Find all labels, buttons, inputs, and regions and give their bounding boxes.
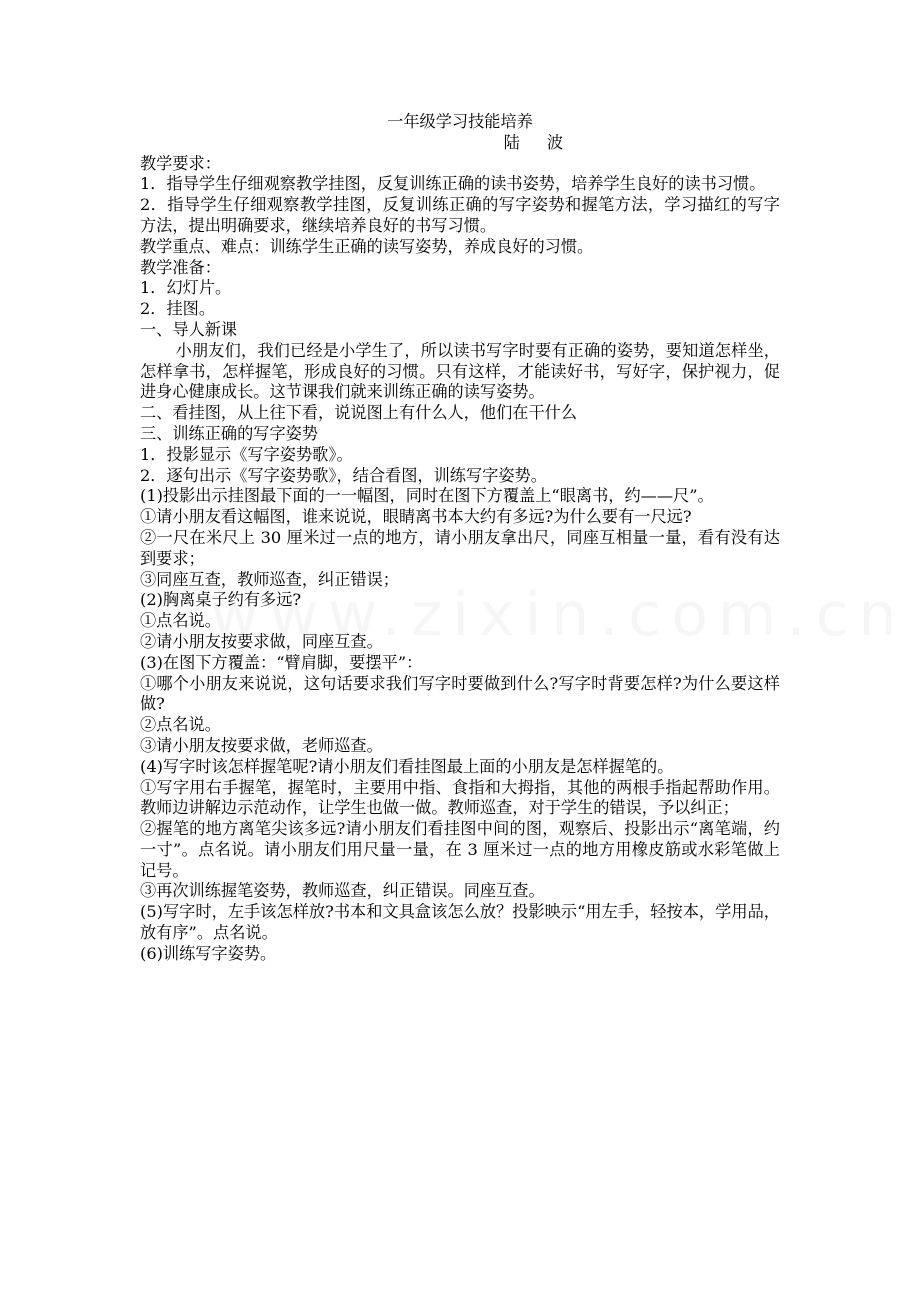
preparation-item-1: 1．幻灯片。: [140, 278, 232, 298]
substep-1: (1)投影出示挂图最下面的一一幅图，同时在图下方覆盖上“眼离书，约——尺”。: [140, 486, 714, 506]
section-heading-requirements: 教学要求：: [140, 153, 221, 173]
document-page: [140, 112, 780, 965]
substep-1-a: ①请小朋友看这幅图，谁来说说，眼睛离书本大约有多远?为什么要有一尺远?: [140, 507, 692, 527]
substep-1-c: ③同座互查，教师巡查，纠正错误；: [140, 569, 399, 589]
author-line: [140, 133, 780, 154]
author-given-name: 波: [546, 132, 564, 152]
introduction-paragraph: 小朋友们，我们已经是小学生了，所以读书写字时要有正确的姿势，要知道怎样坐，怎样拿书，怎样握笔，形成良好的习惯。只有这样，才能读好书，写好字，保护视力，促进身心健康成长。这节课我们就来训练正确的读写姿势。: [140, 340, 780, 402]
substep-3: (3)在图下方覆盖：“臂肩脚，要摆平”：: [140, 652, 423, 672]
substep-2-a: ①点名说。: [140, 611, 221, 631]
preparation-item-2: 2．挂图。: [140, 299, 216, 319]
step-1: 1．投影显示《写字姿势歌》。: [140, 444, 353, 464]
requirement-item-2: 2．指导学生仔细观察教学挂图，反复训练正确的写字姿势和握笔方法，学习描红的写字方法，提出明确要求，继续培养良好的书写习惯。: [140, 195, 780, 235]
substep-5: (5)写字时，左手该怎样放?书本和文具盒该怎么放？投影映示“用左手，轻按本，学用品，放有序”。点名说。: [140, 902, 780, 943]
substep-3-a: ①哪个小朋友来说说，这句话要求我们写字时要做到什么?写字时背要怎样?为什么要这样做?: [140, 673, 780, 714]
section-heading-introduction: 一、导人新课: [140, 319, 238, 339]
substep-3-c: ③请小朋友按要求做，老师巡查。: [140, 735, 383, 755]
key-points: 教学重点、难点：训练学生正确的读写姿势，养成良好的习惯。: [140, 236, 594, 256]
substep-4: (4)写字时该怎样握笔呢?请小朋友们看挂图最上面的小朋友是怎样握笔的。: [140, 756, 674, 776]
step-2: 2．逐句出示《写字姿势歌》，结合看图，训练写字姿势。: [140, 465, 547, 485]
substep-3-b: ②点名说。: [140, 715, 221, 735]
section-heading-look-at-picture: 二、看挂图，从上往下看，说说图上有什么人，他们在干什么: [140, 403, 578, 423]
requirement-item-1: 1．指导学生仔细观察教学挂图，反复训练正确的读书姿势，培养学生良好的读书习惯。: [140, 174, 766, 194]
substep-2-b: ②请小朋友按要求做，同座互查。: [140, 631, 383, 651]
document-title: 一年级学习技能培养: [387, 112, 533, 131]
substep-4-a: ①写字用右手握笔，握笔时，主要用中指、食指和大拇指，其他的两根手指起帮助作用。教师边讲解边示范动作，让学生也做一做。教师巡查，对于学生的错误，予以纠正；: [140, 777, 780, 818]
section-heading-writing-posture: 三、训练正确的写字姿势: [140, 423, 319, 443]
substep-2: (2)胸离桌子约有多远?: [140, 590, 302, 610]
section-heading-preparation: 教学准备：: [140, 257, 221, 277]
substep-6: (6)训练写字姿势。: [140, 943, 277, 963]
substep-4-b: ②握笔的地方离笔尖该多远?请小朋友们看挂图中间的图，观察后、投影出示“离笔端，约一寸”。点名说。请小朋友们用尺量一量，在 3 厘米过一点的地方用橡皮筋或水彩笔做上记号。: [140, 819, 780, 880]
substep-4-c: ③再次训练握笔姿势，教师巡查，纠正错误。同座互查。: [140, 881, 545, 901]
substep-1-b: ②一尺在米尺上 30 厘米过一点的地方，请小朋友拿出尺，同座互相量一量，看有没有达到要求；: [140, 527, 780, 568]
author-surname: 陆: [503, 132, 521, 152]
